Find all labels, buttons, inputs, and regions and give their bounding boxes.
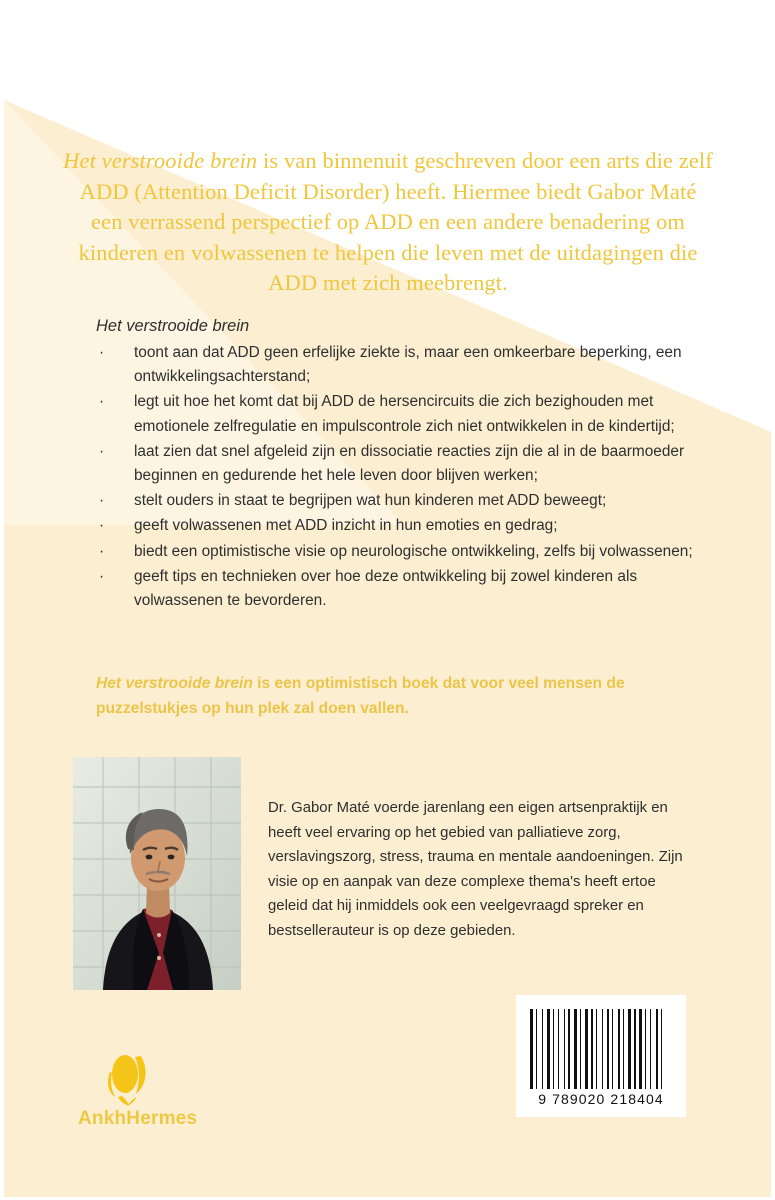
list-item — [96, 341, 696, 389]
list-item — [96, 514, 696, 538]
bullet-icon: · — [99, 542, 105, 560]
list-item — [96, 540, 696, 564]
ankh-flame-icon — [94, 1050, 160, 1106]
list-item-text: stelt ouders in staat te begrijpen wat hun kinderen met ADD beweegt; — [134, 492, 607, 510]
closing-book-title: Het verstrooide brein — [96, 675, 253, 692]
publisher-name: AnkhHermes — [78, 1108, 198, 1129]
list-item-text: biedt een optimistische visie op neurologische ontwikkeling, zelfs bij volwassenen; — [134, 542, 693, 560]
author-bio: Dr. Gabor Maté voerde jarenlang een eigen artsenpraktijk en heeft veel ervaring op het gebied van palliatieve zorg, verslavingszorg, stress, trauma en mentale aandoeningen. Zijn visie op en aanpak van deze complexe thema's heeft ertoe geleid dat hij inmiddels ook een veelgevraagd spreker en bestsellerauteur is op deze gebieden. — [268, 800, 683, 939]
feature-list — [96, 341, 696, 613]
headline-paragraph — [62, 146, 714, 299]
closing-body: is een optimistisch boek dat voor veel mensen de puzzelstukjes op hun plek zal doen vallen. — [96, 675, 625, 717]
list-item — [96, 440, 696, 488]
list-item — [96, 390, 696, 438]
isbn-barcode — [516, 995, 686, 1117]
bullet-icon: · — [99, 517, 105, 535]
closing-paragraph — [96, 671, 706, 721]
list-item-text: geeft volwassenen met ADD inzicht in hun emoties en gedrag; — [134, 517, 558, 535]
barcode-bars — [530, 1009, 672, 1089]
bullet-icon: · — [99, 492, 105, 510]
headline-body: is van binnenuit geschreven door een arts die zelf ADD (Attention Deficit Disorder) heeft. Hiermee biedt Gabor Maté een verrassend perspectief op ADD en een andere benadering om kinderen en volwassenen te helpen die leven met de uitdagingen die ADD met zich meebrengt. — [78, 148, 713, 295]
publisher-logo — [78, 1050, 218, 1130]
bullet-icon: · — [99, 344, 105, 361]
list-item — [96, 489, 696, 513]
headline-book-title: Het verstrooide brein — [63, 148, 258, 173]
isbn-digits: 9 789020 218404 — [538, 1091, 664, 1107]
bullet-icon: · — [99, 442, 105, 460]
bullet-icon: · — [99, 567, 105, 585]
bullet-icon: · — [99, 393, 105, 411]
list-item-text: toont aan dat ADD geen erfelijke ziekte is, maar een omkeerbare beperking, een ontwikkelingsachterstand; — [134, 344, 682, 386]
list-item — [96, 565, 696, 613]
feature-list-section — [96, 314, 696, 614]
list-item-text: geeft tips en technieken over hoe deze ontwikkeling bij zowel kinderen als volwassenen te bevorderen. — [134, 567, 638, 610]
list-item-text: legt uit hoe het komt dat bij ADD de hersencircuits die zich bezighouden met emotionele zelfregulatie en impulscontrole zich niet ontwikkelen in de kindertijd; — [134, 393, 675, 435]
author-photo — [73, 757, 241, 990]
list-item-text: laat zien dat snel afgeleid zijn en dissociatie reacties zijn die al in de baarmoeder beginnen en gedurende het hele leven door blijven werken; — [134, 442, 685, 485]
feature-list-heading: Het verstrooide brein — [96, 317, 250, 335]
